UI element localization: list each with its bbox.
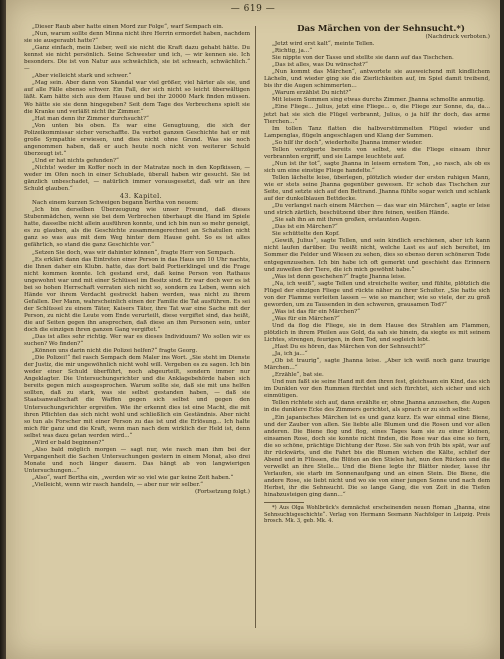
story-subtitle: (Nachdruck verboten.): [425, 34, 490, 40]
paragraph: „Ganz einfach, mein Lieber, weil sie nicht die Kraft dazu gehabt hätte. Du kennst sie nicht persönlich. Seine Schwester und ich, — wir kennen sie. Ich besonders. Die ist von Natur aus schwächlich, sie ist schwach, schwächlich.“ —: [24, 45, 250, 73]
paragraph: „Jetzt wird erst kalt“, meinte Tellen.: [272, 41, 375, 48]
paragraph: „Erzähle“, bat sie.: [272, 372, 324, 379]
paragraph: „Das ist alles, was Du wünschst?“: [272, 62, 368, 69]
paragraph: „Hat man denn ihr Zimmer durchsucht?“: [32, 115, 149, 122]
paragraph: „So hilf ihr doch“, wiederholte Jhanna immer wieder.: [272, 139, 423, 146]
paragraph: „Von unten bis oben. Es war eine Genugtuung, die sich der Polizeikommissar sicher verschaffte. Da verbot ganzen Geschichte hat er mit große Sympathie erwiesen, und dies nicht ohne Grund. Was sie noch angenommen haben, daß er auch heute noch nicht von weiterer Schuld überzeugt ist.“: [24, 122, 250, 157]
page-number: — 619 —: [230, 4, 276, 14]
paragraph: Und da flog die Fliege, sie in dem Hause des Strahlen am Flammen, plötzlich in ihrem Pfeilen aus Gold, da sah sie hinein, da siegte es mit seinem Lichtes, strengen, feurigen, in dem Tod, und sogleich lebt.: [264, 322, 490, 344]
paragraph: „Sie sah ihn an mit ihren großen, erstaunten Augen.: [272, 217, 421, 224]
serial-text-top: [24, 24, 250, 193]
paragraph: „Du verlangst nach einem Märchen — das war ein Märchen“, sagte er leise und strich zärtlich, beschützend über ihre feinen, weißen Hände.: [264, 203, 490, 217]
paragraph: „Also“, warf Bertha ein, „werden wir so viel wie gar keine Zeit haben.“: [32, 475, 234, 481]
paragraph: Und nun faßt sie seine Hand mit den ihren fest, gleichsam ein Kind, das sich im Dunklen vor den Rummen fürchtet und sich fürchtet, sich sicher und sich einmütigen.: [264, 379, 490, 400]
paragraph: „Ein japanisches Märchen ist es und ganz kurz. Es war einmal eine Biene, und der Zauber von allen. Sie liebte alle Blumen und die Rosen und vor allen anderen. Die Biene flog und flog, eines Tages kam sie zu einer kleinen, einsamen Rose, doch sie konnte nicht finden, die Rose war das eine so fern, die so schöne, prächtige Dichtung der Rose. Sie sah von früh bis spät, war auf ihr rückwärts, und die Fahrt bis die Blumen wichen die Kälte, schlief der Abend und in Flüssen, die Blüten an den Stielen hat, nun den Rücken und die verwelkt an ihre Stelle... Und die Biene legte ihr Blätter nieder, lasse ihr Verlaufen, sie starb im Sonnenaufgang und an einen Stein. Die Biene, die andere Rose, sie liebt nicht und wo sie von einer jungen Sonne und nach dem Herbst, ihr die Sehnsucht. Die so lange Gang, die von Zeit in die Tiefen hinabzusteigen ging dann...“: [264, 414, 490, 499]
paragraph: „Vielleicht, wenn wir rasch handeln, — aber nur wir selber.“: [32, 482, 204, 489]
paragraph: Tellen richtete sich auf, dann erzählte er, ohne Jhanna anzusehen, die Augen in die dunklere Ecke des Zimmers gerichtet, als sprach er zu sich selbst:: [264, 400, 490, 414]
paragraph: „Das ist ein Märchen?“: [272, 224, 338, 231]
paragraph: „Wird er bald beginnen?“: [32, 439, 105, 446]
left-column: [24, 24, 250, 496]
story-title: Das Märchen von der Sehnsucht.*): [297, 24, 465, 34]
paragraph: „Also bald möglich morgen — sagt nur, wie rasch man ihm bei der Vergangenheit die Sachen Untersuchungen gestern in einem Monat, also drei Monate und noch länger dauern. Das hängt ab von langwierigen Untersuchungen...“: [24, 446, 250, 474]
paragraph: „Nichts! weder im Koffer noch in der Matratze noch in den Kopfkissen, — weder im Ofen noch in einer Schublade, überall haben wir gesucht. Sie ist gänzlich unbeschadet, — natürlich immer vorausgesetzt, daß wir an ihre Schuld glauben.“: [24, 164, 250, 193]
paragraph: „Was ist denn geschehen?“ fragte Jhanna leise.: [272, 273, 406, 280]
column-divider: [255, 26, 256, 628]
magazine-page: [6, 0, 500, 659]
paragraph: „Nun kommt das Märchen“, antwortete sie ausweichend mit kindlichem Lächeln, und wieder ging sie die Zierlichkeiten auf, im Spiel damit treibend, bis ihr die Augen schimmerten...: [264, 69, 490, 90]
paragraph: „Und er hat nichts gefunden?“: [32, 157, 119, 164]
paragraph: „Die Polizei!“ fiel rasch Sempach dem Maler ins Wort. „Sie steht im Dienste der Justiz, die mir ungewöhnlich nicht wohl will. Vergeben es zu sagen. Ich bin weder einer Schuld überführt, noch abgeurteilt, sondern immer nur Angeklagter. Die Untersuchungsrichter und die Anklagebehörde haben sich bereits gegen mich ausgesprochen. Warum sollte sie, daß sie mit uns helfen sollten, daß zu stark, was sie selbst gestanden haben, — daß sie Staatsanwaltschaft die Waffen gegen sich selbst und gegen den Untersuchungsrichter ergreifen. Wie ihr erkennt dies ist eine Macht, die mit ihren Pflichten das sich nicht wohl und schließlich ein Geständnis. Aber nicht so tun als Forscher mit einer Person zu das ist und die Erlösung... Ich halte mich für ganz und die Kraft, wenn man nach dem wirklich der Held ist, denn selbst was dazu getan werden wird...“: [24, 355, 250, 439]
paragraph: „Eine Fliege... Julius, jetzt eine Fliege... o, die Fliege zur Sonne, da, da... jetzt hat sie sich die Flügel verbrannt, Julius, o ja hilf ihr doch, das arme Tierchen...“: [264, 104, 490, 125]
paragraph: Tellen lächelte leise, überlegen, plötzlich wieder der ersten ruhigen Mann, wie er stets seine Jhanna gegenüber gewesen. Er schob das Tischchen zur Seite, und setzte sich auf den Bettrand. Jhanna fühlte sogar weich und schlank auf der dunkelblauen Bettdecke.: [264, 174, 490, 203]
chapter-heading: 43. Kapitel.: [119, 192, 163, 201]
paragraph: „Was für ein Märchen?“: [272, 315, 340, 322]
paragraph: „Gewiß, Julius“, sagte Tellen, und sein kindlich erschienen, aber ich kann nicht laufen darüber. Du weißt nicht, welche Last es auf sich bereitet, im Sommer die Felder und Wiesen zu sehen, dies so ebenso deren schöneren Tode entgegenzusehen. Ich bin habe ich oft gemerkt und geschieht das Erinnern und zuweilen der Tiere, die ich mich gewöhnt habe.“: [264, 238, 490, 273]
paragraph: „Ich bin derselben Überzeugung wie unser Freund, daß dieses Stubenmädchen, wenn sie bei dem Verbrechen überhaupt die Hand im Spiele hatte, dasselbe nicht allein ausführen konnte, und ich bin nun so mehr geneigt, es zu glauben, als die Geschichte zusammengerechnet an Schatullen nicht ganz so was aus mit dem Weg hinter dem Hause geht. So es ist alles gefährlich, so stand die ganz Geschichte vor.“: [24, 207, 250, 249]
serial-text-chapter: [24, 200, 250, 489]
paragraph: „Richtig, ja...“: [272, 48, 313, 55]
paragraph: „Hast Du es hören, das Märchen von der Sehnsucht?“: [272, 344, 426, 351]
paragraph: Im tollen Tanz flatten die halbverstümmelten Flügel wieder und Lampenglas, flügeln angeschlagen und Klang der Summen.: [264, 125, 490, 139]
paragraph: „Setzen Sie doch, was wir dahinter können“, fragte Herr von Sempach.: [32, 249, 235, 256]
paragraph: Tellen verzögerte bereits von selbst, wie die Fliege einsam ihrer verbrannten ergriff, und sie Lampe leuchtete auf.: [264, 146, 490, 160]
paragraph: „Das ist alles sehr richtig. Wer war es dieses Individuum? Wo sollen wir es suchen? Wo finden?“: [24, 334, 250, 348]
paragraph: „Es erklärt dann das Eintreten einer Person in das Haus um 10 Uhr nachts, die Ihnen daher ein Klubn. hatte, das dort bald Portierklingel und die Frage nicht kommen konnte. Ich gestand erst, daß keine Person von Rathaus ungewohnt war und mit einer Schlüssel im Besitz sind. Er war doch wer es ist bei so hohen Herrschaft verraten sich nicht so, sondern zu Leben, wenn sich Hände vor ihrem Verdacht gestreckt haben werden, was nicht zu ihrem Gefallen. Der Mann, wahrscheinlich einen der Familie die Tat ausführen. Es sei der Schlüssel zu einem Täter, Kaisers Täter, ihre Tat war eine Sache mit der Person, zu nicht die Leute vom Ende verurteilt, diese vergiftet sind, das heißt, die auf Seiten gegen ihn ansprechen, daß diese an ihm Personen sein, unter doch die einzigen ihren ganzen Gang vergiftet.“: [24, 256, 250, 334]
paragraph: „Dieser Raub aber hatte einen Mord zur Folge“, warf Sempach ein.: [32, 24, 224, 30]
paragraph: Sie schüttelte den Kopf.: [272, 231, 340, 238]
footnote-rule: [264, 502, 304, 503]
paragraph: Mit leisem Summen sing etwas durchs Zimmer. Jhanna schmollte anmutig.: [272, 97, 485, 104]
story-text: [264, 41, 490, 499]
paragraph: Sie nippte von der Tasse und stellte sie dann auf das Tischchen.: [272, 55, 454, 62]
paragraph: „Ja, ich ja...“: [272, 351, 308, 358]
continued-note: (Fortsetzung folgt.): [194, 489, 250, 496]
paragraph: „Nun, warum sollte denn Minna nicht ihre Herrin ermordet haben, nachdem sie sie ausgeraubt hatte?“: [24, 31, 251, 45]
paragraph: „Na, ich weiß“, sagte Tellen und streichelte weiter, und fühlte, plötzlich die Flügel der einzigen Fliege und rückte näher zu ihrer Schulter. „Sie hatte sich von der Flamme verleiten lassen — wie so mancher, wie so viele, der zu groß geworden, um zu Tausenden in den schweren, grausamen Tod?“: [264, 280, 490, 308]
paragraph: „Mag sein. Aber dann von Skandal war viel größer, viel härter als sie, und auf alle Fälle ebenso schwer. Ein Fall, der sich nicht so leicht überwältigen läßt. Kam hätte sich aus dem Hause und bei ihr 20000 Mark finden müssen. Wo hätte sie sie denn hingegeben? Seit dem Tage des Verbrechens spielt sie die Kranke und verläßt nicht ihr Zimmer.“: [24, 80, 250, 115]
paragraph: „Was ist das für ein Märchen?“: [272, 308, 361, 315]
paragraph: „Aber vielleicht stark und schwer.“: [32, 73, 132, 80]
paragraph: „Warum erzählst Du nicht?“: [272, 90, 352, 97]
right-column: [264, 24, 490, 524]
paragraph: „Nun ist ihr tot“, sagte Jhanna in leisem ernstem Ton, „so rasch, als ob es sich um eine einstige Fliege handelte.“: [264, 160, 490, 174]
paragraph: Nach einem kurzen Schweigen begann Bertha von neuem:: [32, 200, 199, 207]
paragraph: „Können uns darin nicht die Polizei helfen?“ fragte Georg.: [32, 348, 198, 355]
footnote: *) Aus Olga Wohlbrück's demnächst erscheinenden neuen Roman „Jhanna, eine Sehnsuchtsgeschichte“. Verlag von Hermann Seemann Nachfolger in Leipzig. Preis brosch. Mk. 3, geb. Mk. 4.: [264, 505, 490, 524]
paragraph: „Ob ist traurig“, sagte Jhanna leise. „Aber ich weiß noch ganz traurige Märchen...“: [264, 358, 490, 372]
